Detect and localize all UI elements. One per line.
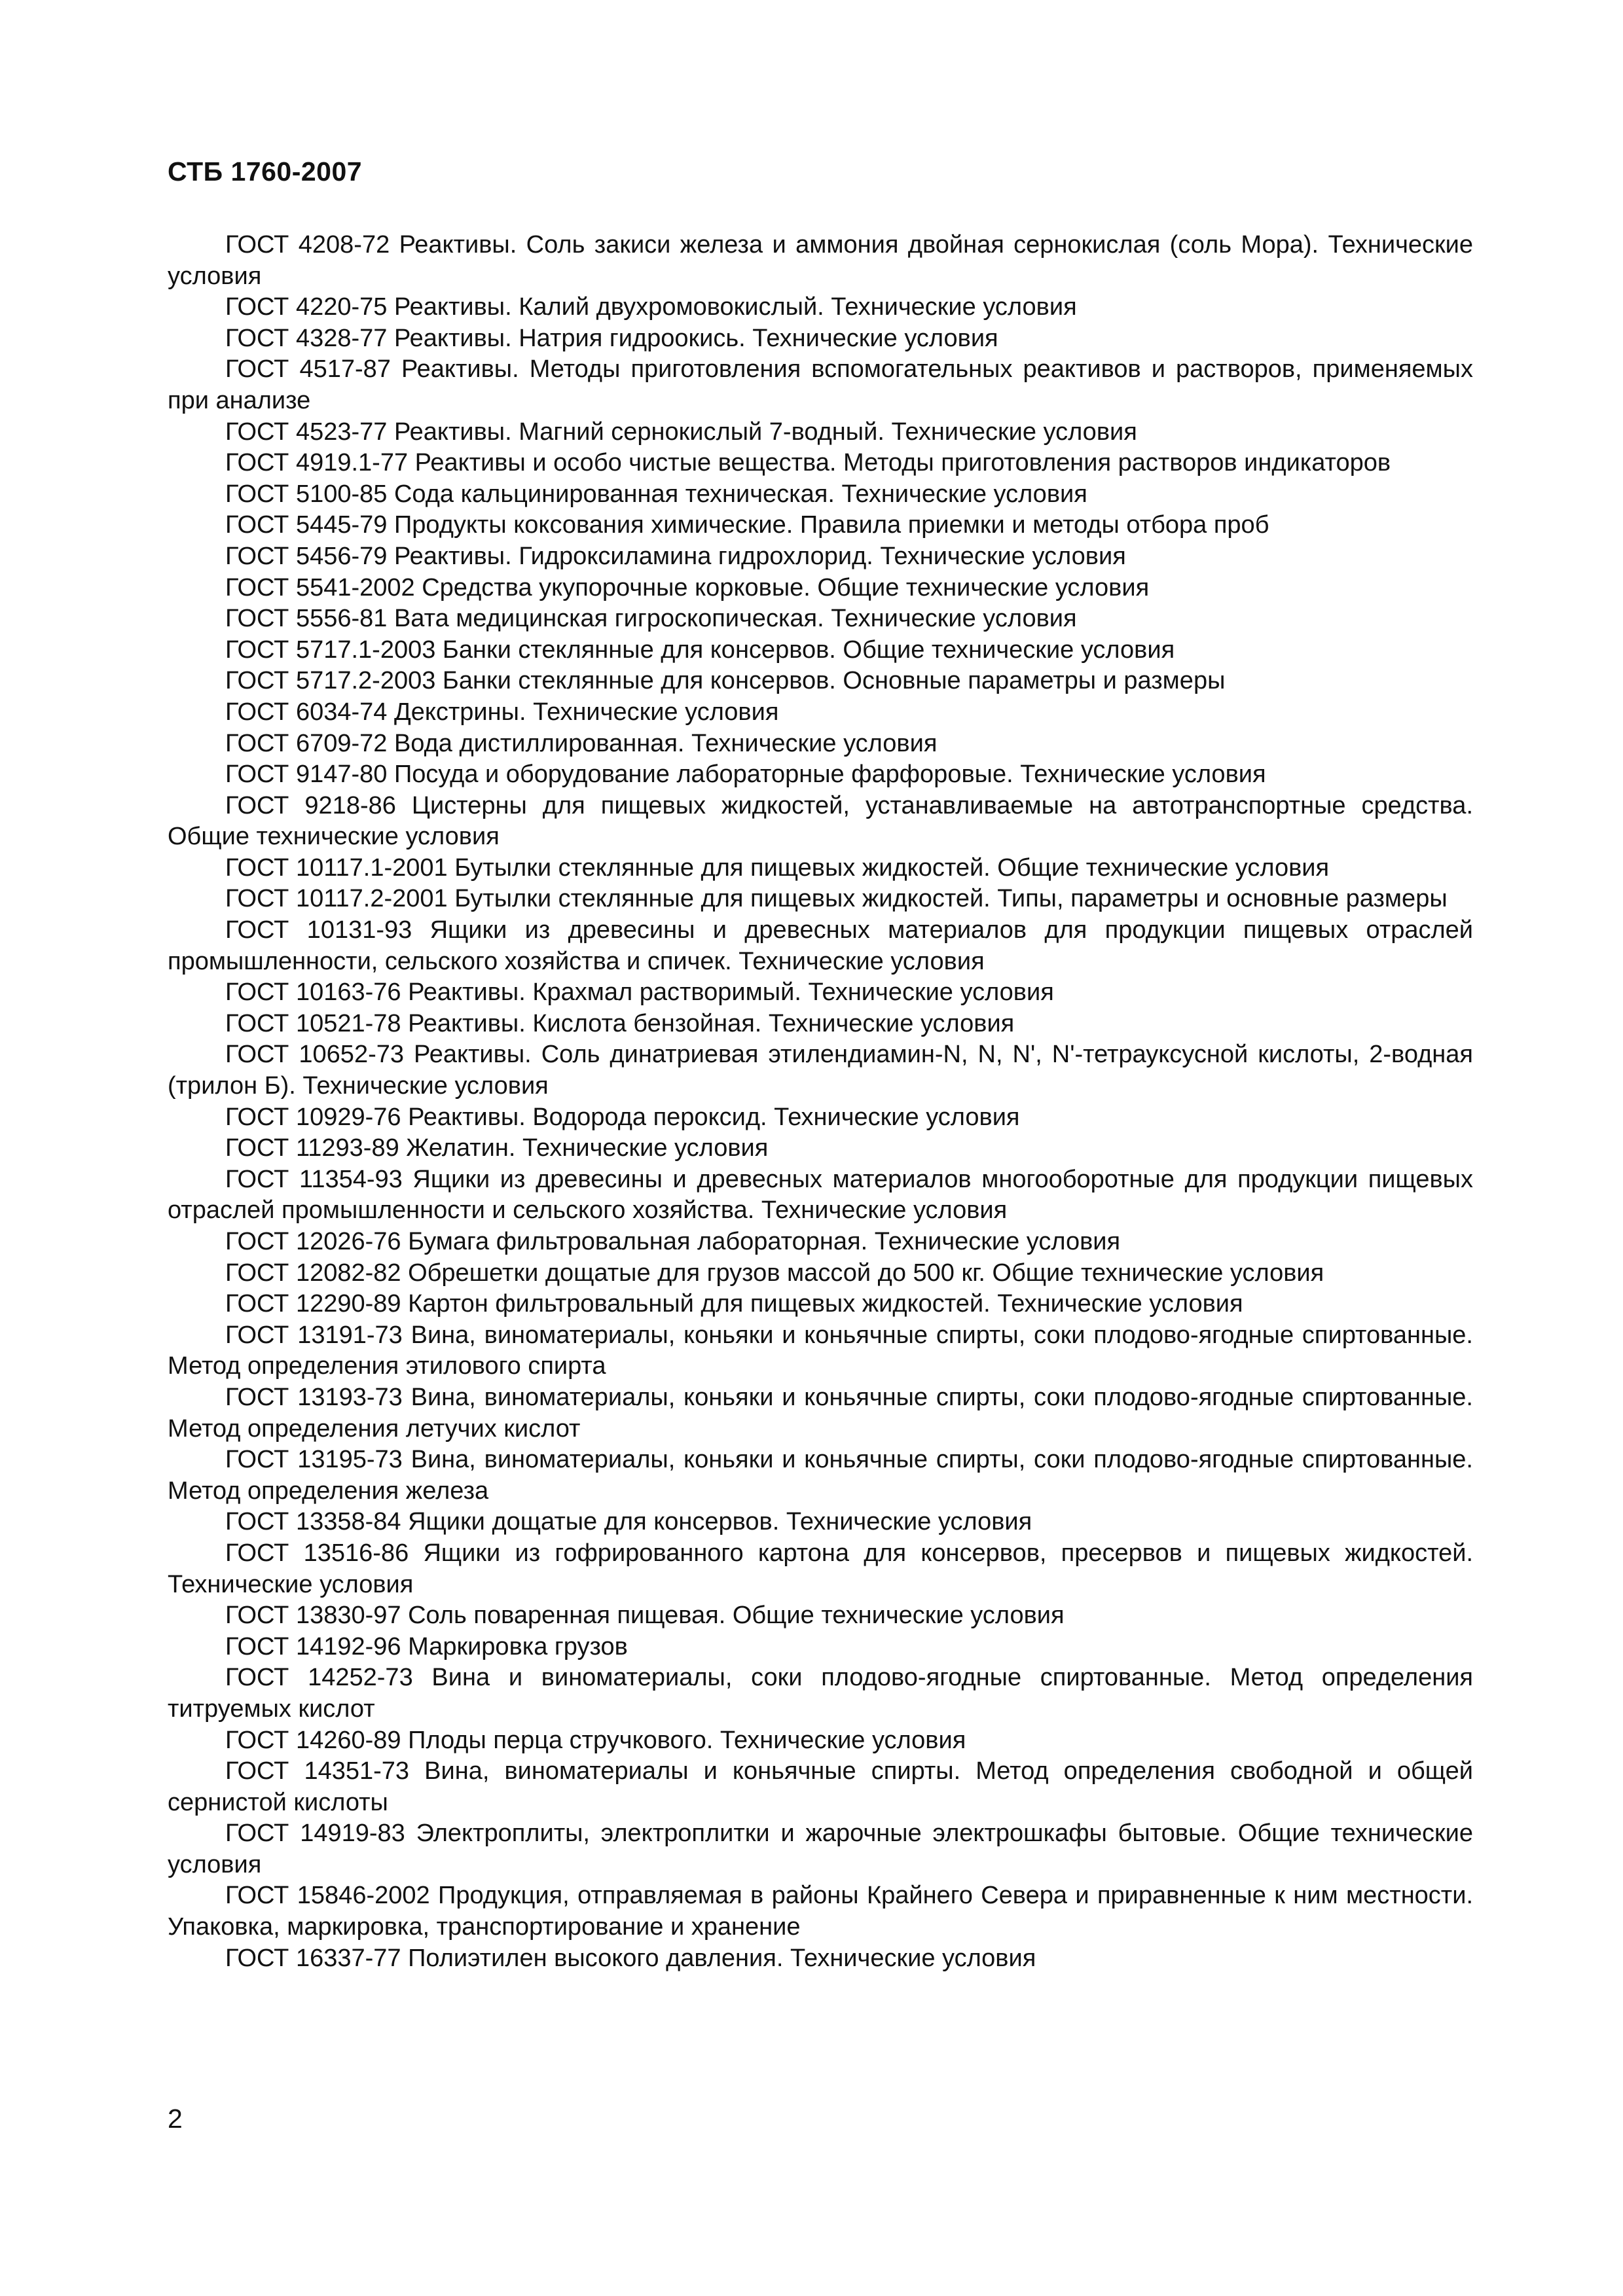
reference-entry: ГОСТ 10131-93 Ящики из древесины и древесных материалов для продукции пищевых отраслей промышленности, сельского хозяйства и спичек. Технические условия [168,916,1473,975]
reference-entry: ГОСТ 10163-76 Реактивы. Крахмал растворимый. Технические условия [225,978,1054,1007]
reference-entry: ГОСТ 16337-77 Полиэтилен высокого давления. Технические условия [225,1944,1036,1972]
reference-entry: ГОСТ 14351-73 Вина, виноматериалы и коньячные спирты. Метод определения свободной и общей сернистой кислоты [168,1757,1473,1816]
reference-entry: ГОСТ 12082-82 Обрешетки дощатые для грузов массой до 500 кг. Общие технические условия [225,1259,1324,1287]
reference-entry: ГОСТ 5100-85 Сода кальцинированная техническая. Технические условия [225,480,1087,508]
reference-entry: ГОСТ 4523-77 Реактивы. Магний сернокислый 7-водный. Технические условия [225,418,1137,446]
reference-entry: ГОСТ 13195-73 Вина, виноматериалы, коньяки и коньячные спирты, соки плодово-ягодные спиртованные. Метод определения железа [168,1446,1473,1505]
reference-entry: ГОСТ 13358-84 Ящики дощатые для консервов. Технические условия [225,1508,1032,1536]
reference-entry: ГОСТ 12026-76 Бумага фильтровальная лабораторная. Технические условия [225,1228,1121,1255]
reference-entry: ГОСТ 13191-73 Вина, виноматериалы, коньяки и коньячные спирты, соки плодово-ягодные спиртованные. Метод определения этилового спирта [168,1321,1473,1380]
reference-entry: ГОСТ 11293-89 Желатин. Технические условия [225,1134,769,1162]
reference-entry: ГОСТ 10521-78 Реактивы. Кислота бензойная. Технические условия [225,1009,1015,1037]
reference-entry: ГОСТ 4919.1-77 Реактивы и особо чистые вещества. Методы приготовления растворов индикаторов [225,449,1391,477]
reference-entry: ГОСТ 10117.1-2001 Бутылки стеклянные для пищевых жидкостей. Общие технические условия [225,853,1330,882]
page-number: 2 [168,2104,183,2134]
reference-entry: ГОСТ 11354-93 Ящики из древесины и древесных материалов многооборотные для продукции пищевых отраслей промышленности и сельского хозяйства. Технические условия [168,1165,1473,1225]
reference-entry: ГОСТ 14919-83 Электроплиты, электроплитки и жарочные электрошкафы бытовые. Общие технические условия [168,1820,1473,1878]
reference-entry: ГОСТ 5456-79 Реактивы. Гидроксиламина гидрохлорид. Технические условия [225,542,1126,570]
reference-entry: ГОСТ 6034-74 Декстрины. Технические условия [225,698,779,726]
reference-entry: ГОСТ 4517-87 Реактивы. Методы приготовления вспомогательных реактивов и растворов, применяемых при анализе [168,355,1473,414]
reference-entry: ГОСТ 4220-75 Реактивы. Калий двухромовокислый. Технические условия [225,293,1077,321]
reference-entry: ГОСТ 12290-89 Картон фильтровальный для пищевых жидкостей. Технические условия [225,1290,1243,1318]
reference-entry: ГОСТ 10652-73 Реактивы. Соль динатриевая этилендиамин-N, N, N', N'-тетрауксусной кислоты, 2-водная (трилон Б). Технические условия [168,1041,1473,1100]
reference-entry: ГОСТ 10929-76 Реактивы. Водорода пероксид. Технические условия [225,1103,1020,1131]
reference-entry: ГОСТ 14252-73 Вина и виноматериалы, соки плодово-ягодные спиртованные. Метод определения титруемых кислот [168,1664,1473,1723]
reference-entry: ГОСТ 15846-2002 Продукция, отправляемая в районы Крайнего Севера и приравненные к ним местности. Упаковка, маркировка, транспортирование и хранение [168,1882,1473,1941]
reference-entry: ГОСТ 5556-81 Вата медицинская гигроскопическая. Технические условия [225,605,1077,633]
reference-entry: ГОСТ 5717.1-2003 Банки стеклянные для консервов. Общие технические условия [225,636,1175,664]
reference-entry: ГОСТ 14192-96 Маркировка грузов [225,1632,628,1660]
reference-entry: ГОСТ 5717.2-2003 Банки стеклянные для консервов. Основные параметры и размеры [225,667,1226,695]
reference-entry: ГОСТ 9218-86 Цистерны для пищевых жидкостей, устанавливаемые на автотранспортные средства. Общие технические условия [168,791,1473,851]
document-code-header: СТБ 1760-2007 [168,156,363,187]
reference-entry: ГОСТ 13193-73 Вина, виноматериалы, коньяки и коньячные спирты, соки плодово-ягодные спиртованные. Метод определения летучих кислот [168,1383,1473,1443]
reference-entry: ГОСТ 13516-86 Ящики из гофрированного картона для консервов, пресервов и пищевых жидкостей. Технические условия [168,1539,1473,1598]
reference-entry: ГОСТ 10117.2-2001 Бутылки стеклянные для пищевых жидкостей. Типы, параметры и основные размеры [225,885,1448,913]
reference-entry: ГОСТ 14260-89 Плоды перца стручкового. Технические условия [225,1726,966,1754]
reference-entry: ГОСТ 13830-97 Соль поваренная пищевая. Общие технические условия [225,1602,1065,1630]
reference-entry: ГОСТ 4208-72 Реактивы. Соль закиси железа и аммония двойная сернокислая (соль Мора). Технические условия [168,231,1473,290]
reference-entry: ГОСТ 5541-2002 Средства укупорочные корковые. Общие технические условия [225,573,1150,601]
normative-references-list [168,230,1473,1974]
reference-entry: ГОСТ 4328-77 Реактивы. Натрия гидроокись. Технические условия [225,324,998,352]
reference-entry: ГОСТ 6709-72 Вода дистиллированная. Технические условия [225,729,938,757]
reference-entry: ГОСТ 9147-80 Посуда и оборудование лабораторные фарфоровые. Технические условия [225,761,1266,789]
reference-entry: ГОСТ 5445-79 Продукты коксования химические. Правила приемки и методы отбора проб [225,511,1269,539]
